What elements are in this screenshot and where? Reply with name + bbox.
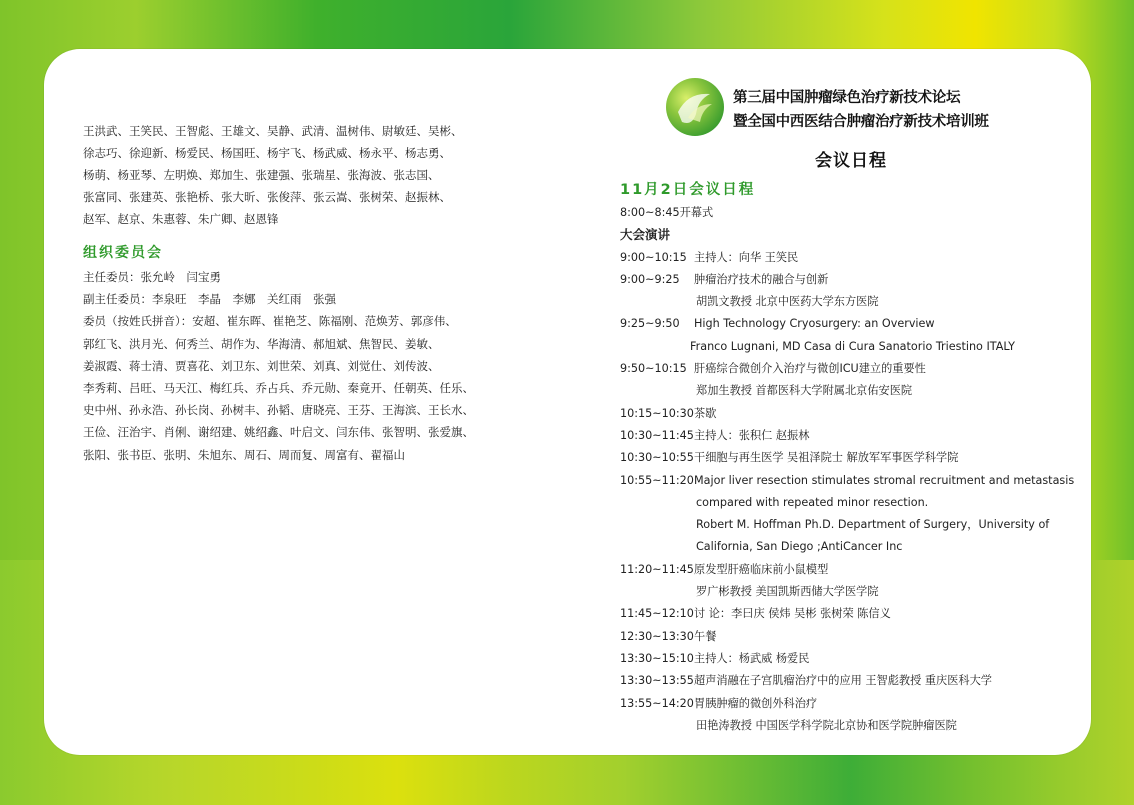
schedule-text: 胡凯文教授 北京中医药大学东方医院 [696,295,879,309]
committee-line: 李秀莉、吕旺、马天江、梅红兵、乔占兵、乔元勋、秦竟开、任朝英、任乐、 [83,381,474,396]
schedule-row [620,603,1060,625]
committee-line: 史中州、孙永浩、孙长岗、孙树丰、孙韬、唐晓亮、王芬、王海滨、王长水、 [83,403,474,418]
schedule-row [620,648,1060,670]
committee-line: 姜淑霞、蒋士清、贾喜花、刘卫东、刘世荣、刘真、刘觉仕、刘传波、 [83,358,440,373]
schedule-time: 13:55~14:20 [620,696,694,710]
schedule-text: 大会演讲 [620,227,671,243]
committee-line: 主任委员：张允岭 闫宝勇 [83,270,221,284]
schedule-text: 讨 论：李曰庆 侯炜 吴彬 张树荣 陈信义 [694,607,891,621]
schedule-text: 8:00~8:45开幕式 [620,206,714,219]
schedule-text: Robert M. Hoffman Ph.D. Department of Surgery，University of [696,518,1050,532]
schedule-text: 超声消融在子宫肌瘤治疗中的应用 王智彪教授 重庆医科大学 [694,674,992,688]
schedule-row [620,447,1060,469]
schedule-row [620,224,1060,246]
schedule-time: 12:30~13:30 [620,629,694,643]
schedule-text: compared with repeated minor resection. [696,495,929,509]
schedule-time: 10:15~10:30 [620,406,694,420]
member-line: 王洪武、王笑民、王智彪、王雄文、吴静、武清、温树伟、尉敏廷、吴彬、 [83,124,463,138]
schedule-row [620,269,1060,291]
member-line: 杨萌、杨亚琴、左明焕、郑加生、张建强、张瑞星、张海波、张志国、 [83,168,440,182]
schedule-title: 会议日程 [815,151,887,171]
committee-line: 张阳、张书臣、张明、朱旭东、周石、周而复、周富有、翟福山 [83,447,405,462]
schedule-row [620,536,1060,558]
member-list [83,120,503,230]
schedule-row [620,626,1060,648]
schedule-row [620,425,1060,447]
schedule-text: 罗广彬教授 美国凯斯西储大学医学院 [696,585,879,599]
schedule-text: 郑加生教授 首都医科大学附属北京佑安医院 [696,384,913,398]
training-title: 暨全国中西医结合肿瘤治疗新技术培训班 [733,114,989,130]
schedule-text: High Technology Cryosurgery: an Overview [694,317,935,331]
schedule-row [620,492,1060,514]
schedule-time: 9:00~9:25 [620,272,680,286]
schedule-time: 9:50~10:15 [620,362,687,376]
schedule-row [620,247,1060,269]
schedule-text: 主持人：张积仁 赵振林 [694,428,810,442]
committee-line: 副主任委员：李泉旺 李晶 李娜 关红雨 张强 [83,292,336,307]
schedule-time: 11:20~11:45 [620,562,694,576]
schedule-row [620,291,1060,313]
schedule-row [620,358,1060,380]
forum-title: 第三届中国肿瘤绿色治疗新技术论坛 [733,90,961,106]
day-title: 11月2日会议日程 [620,182,756,198]
schedule-text: 主持人：向华 王笑民 [694,250,799,264]
schedule-list [620,202,1075,737]
schedule-text: 原发型肝癌临床前小鼠模型 [694,562,829,576]
schedule-row [620,202,1060,224]
schedule-time: 9:00~10:15 [620,250,687,264]
schedule-row [620,470,1075,492]
member-line: 徐志巧、徐迎新、杨爱民、杨国旺、杨宇飞、杨武威、杨永平、杨志勇、 [83,146,451,160]
schedule-time: 13:30~15:10 [620,651,694,665]
schedule-time: 13:30~13:55 [620,674,694,688]
schedule-row [620,514,1060,536]
schedule-text: 胃胰肿瘤的微创外科治疗 [694,696,818,710]
schedule-row [620,403,1060,425]
left-column [83,120,503,466]
schedule-time: 9:25~9:50 [620,317,680,331]
schedule-text: 午餐 [694,629,717,643]
member-line: 张富同、张建英、张艳桥、张大昕、张俊萍、张云嵩、张树荣、赵振林、 [83,190,451,204]
committee-line: 郭红飞、洪月光、何秀兰、胡作为、华海清、郝旭斌、焦智民、姜敏、 [83,336,440,351]
committee-line: 王俭、汪治宇、肖俐、谢绍建、姚绍鑫、叶启文、闫东伟、张智明、张爱旗、 [83,425,474,440]
schedule-text: 主持人：杨武威 杨爱民 [694,651,810,665]
committee-title: 组织委员会 [83,245,163,261]
schedule-text: Major liver resection stimulates stromal recruitment and metastasis [694,473,1075,487]
schedule-time: 10:30~10:55 [620,451,694,465]
schedule-text: 茶歇 [694,406,717,420]
schedule-text: 田艳涛教授 中国医学科学院北京协和医学院肿瘤医院 [696,718,957,732]
schedule-row [620,336,1060,358]
schedule-row [620,380,1060,402]
schedule-text: California, San Diego ;AntiCancer Inc [696,540,903,554]
schedule-row [620,715,1060,737]
schedule-row [620,581,1060,603]
schedule-row [620,693,1060,715]
schedule-row [620,559,1060,581]
schedule-time: 10:30~11:45 [620,428,694,442]
schedule-text: 肝癌综合微创介入治疗与微创ICU建立的重要性 [694,362,926,376]
logo-icon [666,78,724,136]
schedule-time: 10:55~11:20 [620,473,694,487]
member-line: 赵军、赵京、朱惠蓉、朱广卿、赵恩锋 [83,212,279,226]
schedule-row [620,670,1060,692]
schedule-text: 干细胞与再生医学 吴祖泽院士 解放军军事医学科学院 [694,451,959,465]
schedule-text: 肿瘤治疗技术的融合与创新 [694,272,829,286]
schedule-row [620,313,1060,335]
schedule-text: Franco Lugnani, MD Casa di Cura Sanatorio Triestino ITALY [690,339,1015,353]
committee-list [83,266,503,466]
committee-line: 委员（按姓氏拼音）：安超、崔东晖、崔艳芝、陈福刚、范焕芳、郭彦伟、 [83,314,457,329]
schedule-time: 11:45~12:10 [620,607,694,621]
